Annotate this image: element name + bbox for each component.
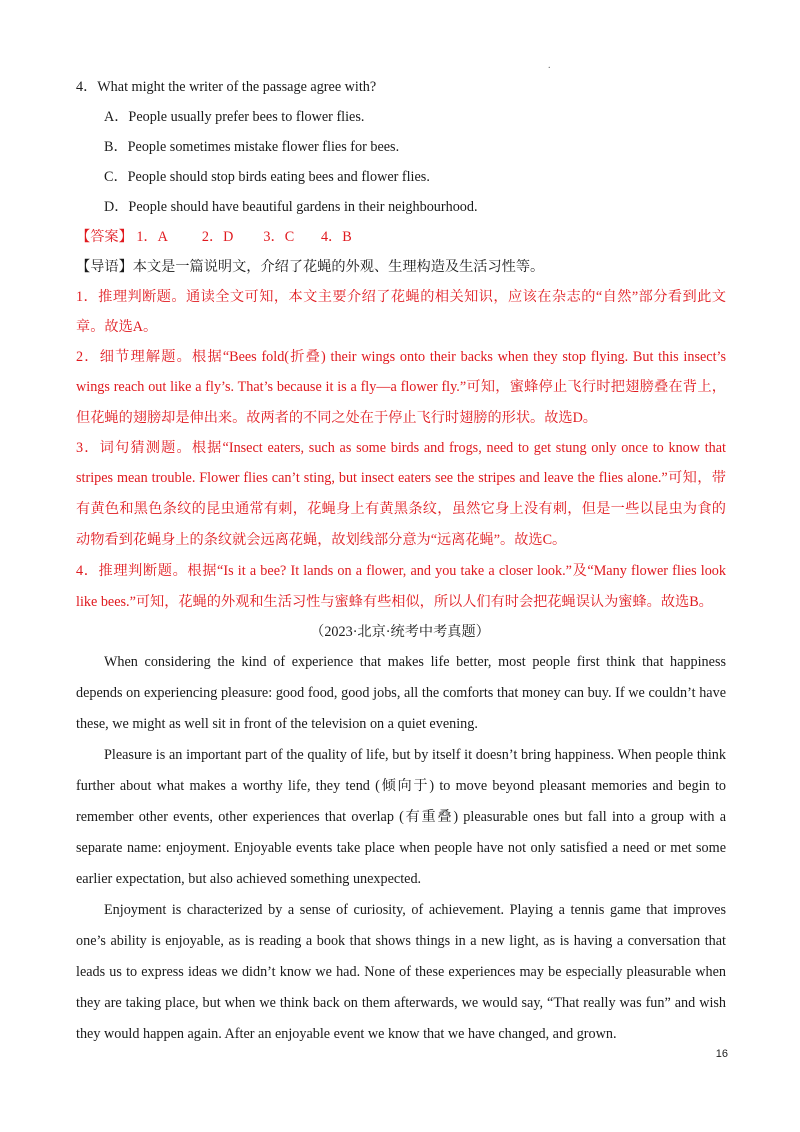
guide-content: 【导语】本文是一篇说明文，介绍了花蝇的外观、生理构造及生活习性等。 [76, 259, 545, 275]
explanation-line: 动物看到花蝇身上的条纹就会远离花蝇，故划线部分意为“远离花蝇”。故选C。 [76, 532, 567, 548]
passage-line: leads us to express ideas we didn’t know we had. None of these experiences may be especially pleasurable when [76, 964, 726, 980]
passage-line: separate name: enjoyment. Enjoyable events take place when people have not only satisfied a need or met some [76, 840, 726, 856]
guide-text [76, 257, 726, 277]
answer-label: 【答案】 [76, 229, 133, 245]
passage-line: Enjoyment is characterized by a sense of curiosity, of achievement. Playing a tennis game that improves [104, 902, 726, 918]
explanation-line: 1．推理判断题。通读全文可知，本文主要介绍了花蝇的相关知识，应该在杂志的“自然”部分看到此文 [76, 289, 726, 305]
passage-line: depends on experiencing pleasure: good food, good jobs, all the comforts that money can buy. If we couldn’t have [76, 685, 726, 701]
explanation-line: like bees.”可知，花蝇的外观和生活习性与蜜蜂有些相似，所以人们有时会把花蝇误认为蜜蜂。故选B。 [76, 594, 713, 610]
explanation-line: 但花蝇的翅膀却是伸出来。故两者的不同之处在于停止飞行时翅膀的形状。故选D。 [76, 410, 597, 426]
passage-line: these, we might as well sit in front of the television on a quiet evening. [76, 716, 478, 732]
passage-line: one’s ability is enjoyable, as is reading a book that shows things in a new light, as is having a conversation that [76, 933, 726, 949]
option-c: C．People should stop birds eating bees and flower flies. [104, 169, 430, 185]
explanation-line: 有黄色和黑色条纹的昆虫通常有刺，花蝇身上有黄黑条纹，虽然它身上没有刺，但是一些以昆虫为食的 [76, 501, 726, 517]
option-a: A．People usually prefer bees to flower flies. [104, 109, 365, 125]
explanation-line: wings reach out like a fly’s. That’s because it is a fly—a flower fly.”可知，蜜蜂停止飞行时把翅膀叠在背上， [76, 379, 726, 395]
passage-line: they would happen again. After an enjoyable event we know that we have changed, and grown. [76, 1026, 617, 1042]
passage-line: they are taking place, but when we think back on them afterwards, we would say, “That really was fun” and wish [76, 995, 726, 1011]
answer-3: 3．C [263, 229, 295, 245]
answer-line [76, 227, 726, 247]
passage-line: earlier expectation, but also achieved something unexpected. [76, 871, 422, 887]
answer-1: 1．A [136, 229, 168, 245]
passage-line: When considering the kind of experience that makes life better, most people first think that happiness [104, 654, 726, 670]
explanation-line: 章。故选A。 [76, 319, 158, 335]
source-heading: （2023·北京·统考中考真题） [310, 624, 490, 640]
explanation-line: 4．推理判断题。根据“Is it a bee? It lands on a flower, and you take a closer look.”及“Many flower flies look [76, 563, 726, 579]
explanation-line: 2．细节理解题。根据“Bees fold(折叠) their wings onto their backs when they stop flying. But this insect’s [76, 349, 726, 365]
answer-4: 4．B [320, 229, 352, 245]
passage-line: remember other events, other experiences that overlap (有重叠) pleasurable ones but fall into a group with a [76, 809, 726, 825]
explanation-line: 3．词句猜测题。根据“Insect eaters, such as some birds and frogs, need to get stung only once to know that [76, 440, 726, 456]
explanation-line: stripes mean trouble. Flower flies can’t sting, but insect eaters see the stripes and leave the flies alone.”可知，带 [76, 470, 726, 486]
header-mark: . [548, 60, 551, 71]
passage-line: Pleasure is an important part of the quality of life, but by itself it doesn’t bring happiness. When people think [104, 747, 726, 763]
option-d: D．People should have beautiful gardens in their neighbourhood. [104, 199, 478, 215]
passage-line: further about what makes a worthy life, they tend (倾向于) to move beyond pleasant memories and begin to [76, 778, 726, 794]
answer-2: 2．D [201, 229, 234, 245]
page-number: 16 [715, 1048, 728, 1060]
option-b: B．People sometimes mistake flower flies for bees. [104, 139, 400, 155]
question-stem: 4．What might the writer of the passage agree with? [76, 79, 377, 95]
